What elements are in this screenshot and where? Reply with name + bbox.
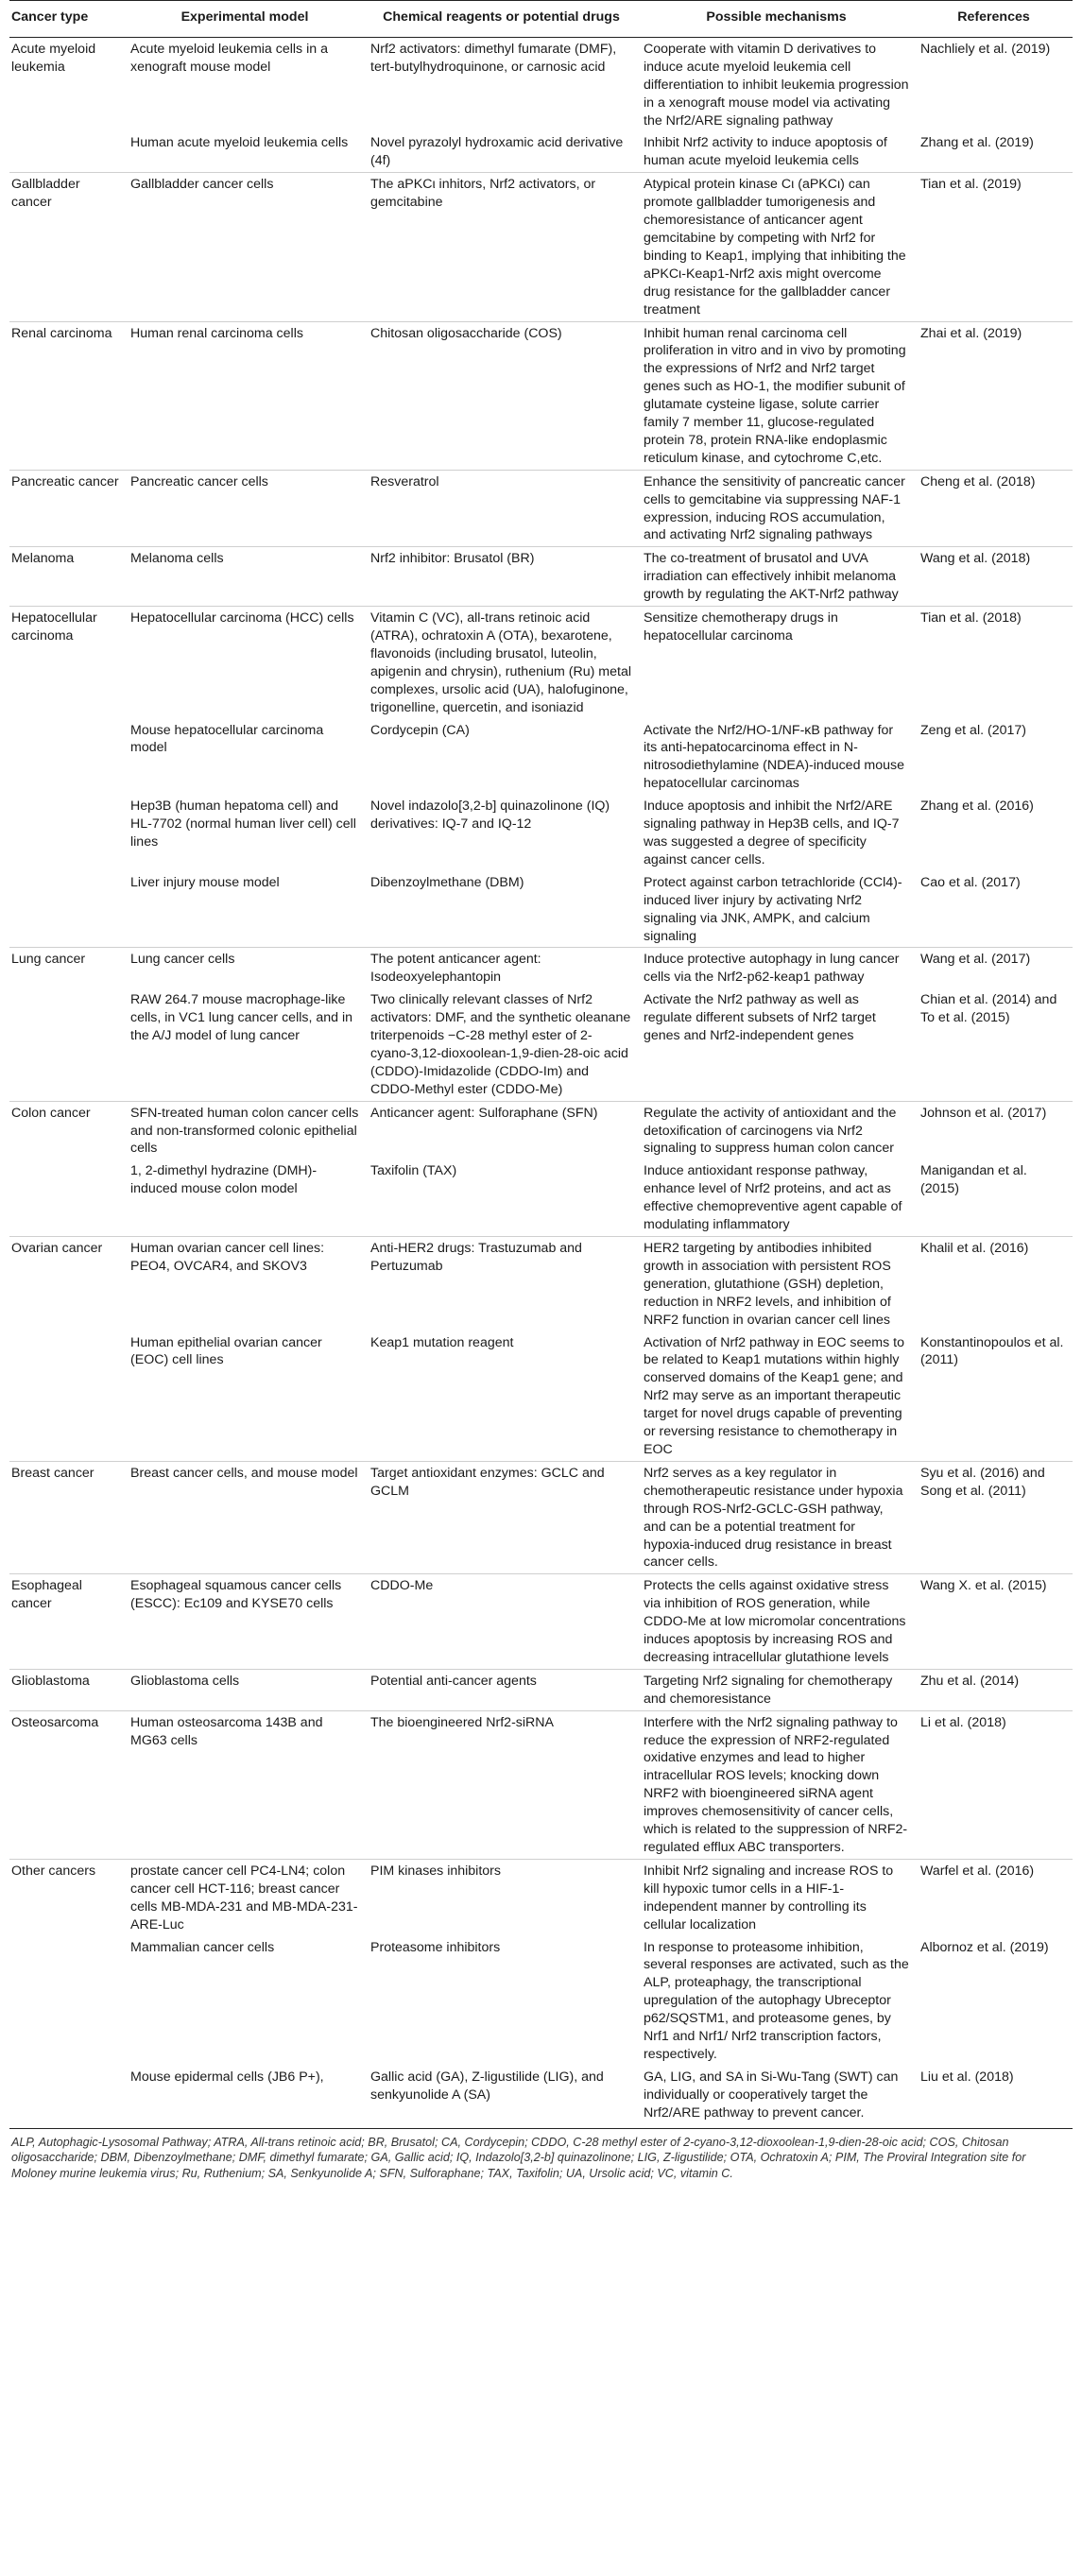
cancer-type-cell: Ovarian cancer [9, 1237, 125, 1331]
cancer-type-cell: Gallbladder cancer [9, 173, 125, 321]
experimental-model-cell: Breast cancer cells, and mouse model [125, 1461, 365, 1573]
chemical-reagents-cell: Two clinically relevant classes of Nrf2 activators: DMF, and the synthetic oleanane triterpenoids −C-28 methyl ester of 2-cyano-3,12-dioxoolean-1,9-dien-28-oic acid (CDDO)-Imidazolide (CDDO-Im) and CDDO-Methyl ester (CDDO-Me) [370, 992, 631, 1097]
experimental-model-cell: prostate cancer cell PC4-LN4; colon cancer cell HCT-116; breast cancer cells MB-MDA-231 and MB-MDA-231-ARE-Luc [125, 1859, 365, 1935]
reference-cell: Cao et al. (2017) [920, 874, 1021, 890]
cancer-type-cell [9, 1331, 125, 1462]
chemical-reagents-cell: Nrf2 inhibitor: Brusatol (BR) [365, 547, 638, 607]
table-body [9, 37, 1073, 2128]
reference-cell: Wang et al. (2017) [915, 948, 1073, 988]
cancer-type-cell [9, 871, 125, 948]
possible-mechanism-cell: Protects the cells against oxidative stress via inhibition of ROS generation, while CDDO-Me at low micromolar concentrations induces apoptosis by increasing ROS and decreasing intracellular glutathione levels [638, 1574, 915, 1670]
experimental-model-cell: Melanoma cells [125, 547, 365, 607]
possible-mechanism-cell: GA, LIG, and SA in Si-Wu-Tang (SWT) can individually or cooperatively target the Nrf2/ARE pathway to prevent cancer. [638, 2066, 915, 2128]
experimental-model-cell: Human osteosarcoma 143B and MG63 cells [125, 1710, 365, 1859]
experimental-model-cell: Human acute myeloid leukemia cells [130, 135, 349, 151]
experimental-model-cell: Gallbladder cancer cells [125, 173, 365, 321]
experimental-model-cell: Lung cancer cells [125, 948, 365, 988]
reference-cell: Warfel et al. (2016) [915, 1859, 1073, 1935]
experimental-model-cell: Mammalian cancer cells [130, 1939, 275, 1955]
possible-mechanism-cell: Regulate the activity of antioxidant and the detoxification of carcinogens via Nrf2 signaling to suppress human colon cancer [638, 1101, 915, 1159]
table-row [9, 871, 1073, 948]
experimental-model-cell: Mouse hepatocellular carcinoma model [130, 722, 324, 756]
cancer-type-cell [9, 1936, 125, 2066]
reference-cell: Zhang et al. (2019) [920, 135, 1034, 151]
cancer-type-cell: Lung cancer [9, 948, 125, 988]
chemical-reagents-cell: Resveratrol [365, 470, 638, 547]
chemical-reagents-cell: CDDO-Me [365, 1574, 638, 1670]
possible-mechanism-cell: Activation of Nrf2 pathway in EOC seems to be related to Keap1 mutations within highly conserved domains of the Keap1 gene; and Nrf2 may serve as an important therapeutic target for novel drugs capable of preventing or reversing resistance to chemotherapy in EOC [644, 1334, 904, 1457]
reference-cell: Albornoz et al. (2019) [920, 1939, 1049, 1955]
chemical-reagents-cell: Proteasome inhibitors [370, 1939, 501, 1955]
table-row [9, 2066, 1073, 2128]
table-row [9, 948, 1073, 988]
table-page [9, 0, 1073, 2181]
possible-mechanism-cell: In response to proteasome inhibition, several responses are activated, such as the ALP, proteaphagy, the transcriptional upregulation of the autophagy Ubreceptor p62/SQSTM1, and proteasome genes, by Nrf1 and Nrf1/ Nrf2 transcription factors, respectively. [644, 1939, 909, 2062]
experimental-model-cell: Human ovarian cancer cell lines: PEO4, OVCAR4, and SKOV3 [125, 1237, 365, 1331]
header-experimental-model: Experimental model [125, 1, 365, 38]
experimental-model-cell: Glioblastoma cells [125, 1669, 365, 1710]
possible-mechanism-cell: Enhance the sensitivity of pancreatic cancer cells to gemcitabine via suppressing NAF-1 expression, inducing ROS accumulation, and activating Nrf2 signaling pathways [638, 470, 915, 547]
experimental-model-cell: Human epithelial ovarian cancer (EOC) cell lines [130, 1334, 322, 1368]
experimental-model-cell: Acute myeloid leukemia cells in a xenograft mouse model [130, 41, 328, 75]
chemical-reagents-cell: The bioengineered Nrf2-siRNA [365, 1710, 638, 1859]
chemical-reagents-cell: Target antioxidant enzymes: GCLC and GCLM [365, 1461, 638, 1573]
table-row [9, 1936, 1073, 2066]
possible-mechanism-cell: HER2 targeting by antibodies inhibited growth in association with persistent ROS generation, glutathione (GSH) depletion, reduction in NRF2 levels, and inhibition of NRF2 function in ovarian cancer cell lines [638, 1237, 915, 1331]
possible-mechanism-cell: Induce protective autophagy in lung cancer cells via the Nrf2-p62-keap1 pathway [638, 948, 915, 988]
possible-mechanism-cell: Interfere with the Nrf2 signaling pathway to reduce the expression of NRF2-regulated oxidative enzymes and lead to higher intracellular ROS levels; knocking down NRF2 with bioengineered siRNA agent improves chemosensitivity of cancer cells, which is related to the suppression of NRF2-regulated efflux ABC transporters. [638, 1710, 915, 1859]
table-row [9, 321, 1073, 470]
possible-mechanism-cell: Activate the Nrf2 pathway as well as regulate different subsets of Nrf2 target genes and Nrf2-independent genes [644, 992, 876, 1044]
possible-mechanism-cell: Nrf2 serves as a key regulator in chemotherapeutic resistance under hypoxia through ROS-Nrf2-GCLC-GSH pathway, and can be a potential treatment for hypoxia-induced drug resistance in breast cancer cells. [638, 1461, 915, 1573]
table-row [9, 470, 1073, 547]
chemical-reagents-cell: Keap1 mutation reagent [370, 1334, 514, 1350]
cancer-type-cell [9, 988, 125, 1101]
cancer-type-cell: Acute myeloid leukemia [11, 41, 96, 75]
table-row [9, 795, 1073, 871]
chemical-reagents-cell: Chitosan oligosaccharide (COS) [365, 321, 638, 470]
reference-cell: Wang et al. (2018) [915, 547, 1073, 607]
table-header-row [9, 1, 1073, 38]
header-cancer-type: Cancer type [9, 1, 125, 38]
reference-cell: Khalil et al. (2016) [915, 1237, 1073, 1331]
experimental-model-cell: Mouse epidermal cells (JB6 P+), [125, 2066, 365, 2128]
chemical-reagents-cell: Anti-HER2 drugs: Trastuzumab and Pertuzumab [365, 1237, 638, 1331]
chemical-reagents-cell: The aPKCι inhitors, Nrf2 activators, or gemcitabine [365, 173, 638, 321]
table-row [9, 131, 1073, 172]
table-row [9, 547, 1073, 607]
table-row [9, 607, 1073, 719]
reference-cell: Cheng et al. (2018) [915, 470, 1073, 547]
table-row [9, 37, 1073, 131]
cancer-type-cell: Other cancers [9, 1859, 125, 1935]
reference-cell: Chian et al. (2014) and To et al. (2015) [920, 992, 1057, 1026]
reference-cell: Liu et al. (2018) [915, 2066, 1073, 2128]
cancer-type-cell: Pancreatic cancer [9, 470, 125, 547]
reference-cell: Li et al. (2018) [915, 1710, 1073, 1859]
experimental-model-cell: RAW 264.7 mouse macrophage-like cells, in VC1 lung cancer cells, and in the A/J model of lung cancer [130, 992, 353, 1044]
reference-cell: Syu et al. (2016) and Song et al. (2011) [915, 1461, 1073, 1573]
cancer-type-cell: Colon cancer [9, 1101, 125, 1159]
possible-mechanism-cell: Cooperate with vitamin D derivatives to induce acute myeloid leukemia cell differentiation to inhibit leukemia progression in a xenograft mouse model via activating the Nrf2/ARE signaling pathway [644, 41, 909, 129]
possible-mechanism-cell: Targeting Nrf2 signaling for chemotherapy and chemoresistance [638, 1669, 915, 1710]
table-row [9, 1159, 1073, 1236]
table-row [9, 988, 1073, 1101]
cancer-type-cell [9, 719, 125, 796]
possible-mechanism-cell: Induce antioxidant response pathway, enhance level of Nrf2 proteins, and act as effective chemopreventive agent capable of modulating inflammatory [644, 1163, 902, 1233]
experimental-model-cell: Esophageal squamous cancer cells (ESCC): Ec109 and KYSE70 cells [125, 1574, 365, 1670]
chemical-reagents-cell: Potential anti-cancer agents [365, 1669, 638, 1710]
table-row [9, 1859, 1073, 1935]
cancer-drug-table [9, 0, 1073, 2129]
reference-cell: Wang X. et al. (2015) [915, 1574, 1073, 1670]
cancer-type-cell: Osteosarcoma [9, 1710, 125, 1859]
cancer-type-cell: Hepatocellular carcinoma [9, 607, 125, 719]
cancer-type-cell [9, 131, 125, 172]
chemical-reagents-cell: Nrf2 activators: dimethyl fumarate (DMF), tert-butylhydroquinone, or carnosic acid [370, 41, 617, 75]
possible-mechanism-cell: Induce apoptosis and inhibit the Nrf2/ARE signaling pathway in Hep3B cells, and IQ-7 was suggested a degree of specificity against cancer cells. [644, 799, 900, 867]
possible-mechanism-cell: Inhibit human renal carcinoma cell proliferation in vitro and in vivo by promoting the expressions of Nrf2 and Nrf2 target genes such as HO-1, the modifier subunit of glutamate cysteine ligase, solute carrier family 7 member 11, glucose-regulated protein 78, protein RNA-like endoplasmic reticulum kinase, and cytochrome C,etc. [638, 321, 915, 470]
chemical-reagents-cell: The potent anticancer agent: Isodeoxyelephantopin [365, 948, 638, 988]
chemical-reagents-cell: Taxifolin (TAX) [370, 1163, 457, 1179]
cancer-type-cell: Esophageal cancer [9, 1574, 125, 1670]
experimental-model-cell: Hepatocellular carcinoma (HCC) cells [125, 607, 365, 719]
chemical-reagents-cell: Gallic acid (GA), Z-ligustilide (LIG), and senkyunolide A (SA) [365, 2066, 638, 2128]
reference-cell: Nachliely et al. (2019) [920, 41, 1051, 57]
reference-cell: Manigandan et al. (2015) [920, 1163, 1027, 1197]
table-row [9, 1669, 1073, 1710]
table-row [9, 1237, 1073, 1331]
possible-mechanism-cell: Protect against carbon tetrachloride (CCl4)-induced liver injury by activating Nrf2 signaling via JNK, AMPK, and calcium signaling [644, 874, 902, 944]
possible-mechanism-cell: Activate the Nrf2/HO-1/NF-κB pathway for its anti-hepatocarcinoma effect in N-nitrosodiethylamine (NDEA)-induced mouse hepatocellular carcinomas [644, 722, 904, 792]
reference-cell: Tian et al. (2019) [915, 173, 1073, 321]
table-footnote: ALP, Autophagic-Lysosomal Pathway; ATRA, All-trans retinoic acid; BR, Brusatol; CA, Cordycepin; CDDO, C-28 methyl ester of 2-cyano-3,12-dioxoolean-1,9-dien-28-oic acid; COS, Chitosan oligosaccharide; DBM, Dibenzoylmethane; DMF, dimethyl fumarate; GA, Gallic acid; IQ, Indazolo[3,2-b] quinazolinone; LIG, Z-ligustilide; OTA, Ochratoxin A; PIM, The Proviral Integration site for Moloney murine leukemia virus; Ru, Ruthenium; SA, Senkyunolide A; SFN, Sulforaphane; TAX, Taxifolin; UA, Ursolic acid; VC, vitamin C. [11, 2135, 1026, 2180]
chemical-reagents-cell: Anticancer agent: Sulforaphane (SFN) [365, 1101, 638, 1159]
chemical-reagents-cell: Vitamin C (VC), all-trans retinoic acid (ATRA), ochratoxin A (OTA), bexarotene, flavonoids (including brusatol, luteolin, apigenin and chrysin), ruthenium (Ru) metal complexes, ursolic acid (UA), halofuginone, trigonelline, quercetin, and isoniazid [365, 607, 638, 719]
cancer-type-cell: Glioblastoma [9, 1669, 125, 1710]
cancer-type-cell [9, 2066, 125, 2128]
table-row [9, 1331, 1073, 1462]
table-row [9, 1101, 1073, 1159]
possible-mechanism-cell: Atypical protein kinase Cι (aPKCι) can promote gallbladder tumorigenesis and chemoresistance of anticancer agent gemcitabine by competing with Nrf2 for binding to Keap1, implying that inhibiting the aPKCι-Keap1-Nrf2 axis might overcome drug resistance for the gallbladder cancer treatment [638, 173, 915, 321]
cancer-type-cell: Breast cancer [9, 1461, 125, 1573]
chemical-reagents-cell: PIM kinases inhibitors [365, 1859, 638, 1935]
table-row [9, 1574, 1073, 1670]
table-row [9, 719, 1073, 796]
reference-cell: Zeng et al. (2017) [920, 722, 1026, 738]
experimental-model-cell: Liver injury mouse model [130, 874, 280, 890]
reference-cell: Zhang et al. (2016) [920, 799, 1034, 815]
reference-cell: Zhu et al. (2014) [915, 1669, 1073, 1710]
cancer-type-cell: Renal carcinoma [9, 321, 125, 470]
possible-mechanism-cell: The co-treatment of brusatol and UVA irradiation can effectively inhibit melanoma growth by regulating the AKT-Nrf2 pathway [638, 547, 915, 607]
reference-cell: Tian et al. (2018) [915, 607, 1073, 719]
header-possible-mechanisms: Possible mechanisms [638, 1, 915, 38]
possible-mechanism-cell: Inhibit Nrf2 signaling and increase ROS to kill hypoxic tumor cells in a HIF-1-independent manner by controlling its cellular localization [638, 1859, 915, 1935]
experimental-model-cell: 1, 2-dimethyl hydrazine (DMH)-induced mouse colon model [130, 1163, 318, 1197]
cancer-type-cell [9, 795, 125, 871]
chemical-reagents-cell: Novel indazolo[3,2-b] quinazolinone (IQ) derivatives: IQ-7 and IQ-12 [370, 799, 610, 833]
table-row [9, 173, 1073, 321]
cancer-type-cell: Melanoma [9, 547, 125, 607]
table-row [9, 1461, 1073, 1573]
header-chemical-reagents: Chemical reagents or potential drugs [365, 1, 638, 38]
reference-cell: Konstantinopoulos et al. (2011) [920, 1334, 1064, 1368]
table-row [9, 1710, 1073, 1859]
chemical-reagents-cell: Dibenzoylmethane (DBM) [370, 874, 524, 890]
experimental-model-cell: Human renal carcinoma cells [125, 321, 365, 470]
possible-mechanism-cell: Sensitize chemotherapy drugs in hepatocellular carcinoma [638, 607, 915, 719]
experimental-model-cell: Hep3B (human hepatoma cell) and HL-7702 (normal human liver cell) cell lines [130, 799, 356, 850]
experimental-model-cell: SFN-treated human colon cancer cells and non-transformed colonic epithelial cells [125, 1101, 365, 1159]
header-references: References [915, 1, 1073, 38]
chemical-reagents-cell: Novel pyrazolyl hydroxamic acid derivative (4f) [370, 135, 624, 169]
reference-cell: Zhai et al. (2019) [915, 321, 1073, 470]
reference-cell: Johnson et al. (2017) [915, 1101, 1073, 1159]
cancer-type-cell [9, 1159, 125, 1236]
chemical-reagents-cell: Cordycepin (CA) [370, 722, 470, 738]
experimental-model-cell: Pancreatic cancer cells [125, 470, 365, 547]
possible-mechanism-cell: Inhibit Nrf2 activity to induce apoptosis of human acute myeloid leukemia cells [644, 135, 887, 169]
